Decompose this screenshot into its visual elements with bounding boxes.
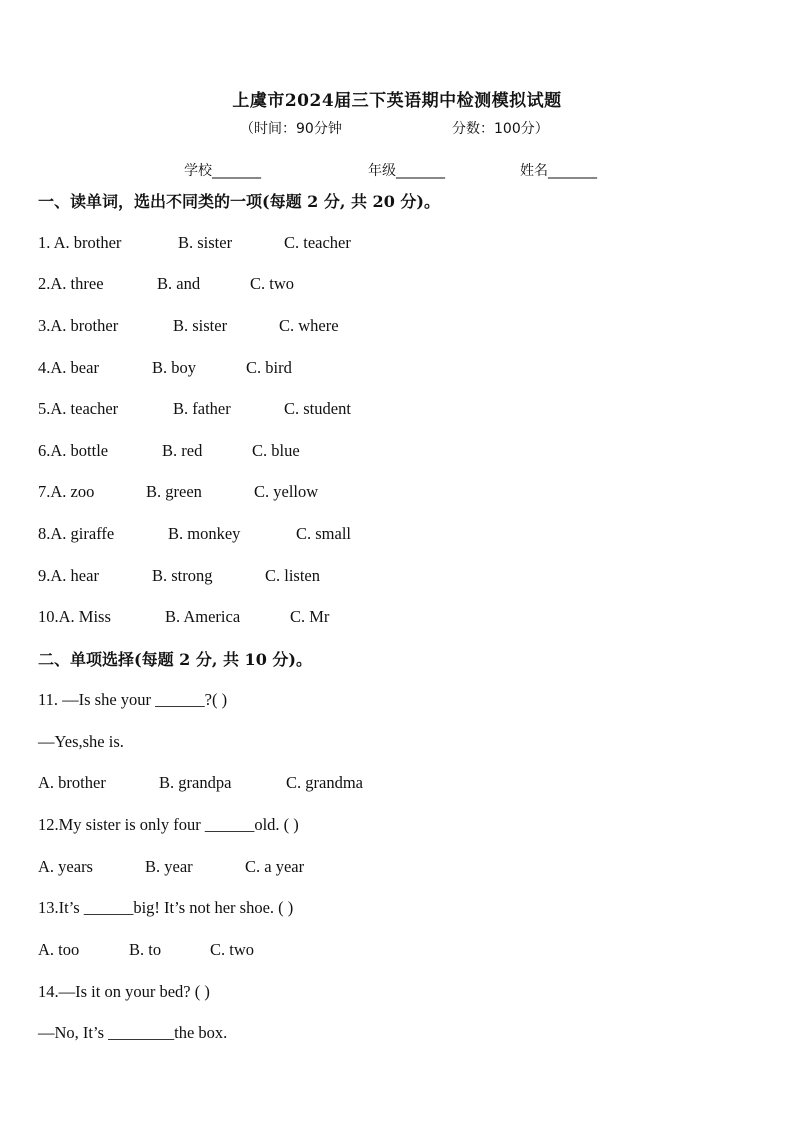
q3-option-a: 3.A. brother: [38, 316, 119, 335]
exam-time: （时间：90分钟: [240, 121, 342, 137]
school-field: 学校_______: [184, 163, 261, 179]
question-11-stem: 11. —Is she your ______?( ): [38, 690, 228, 709]
q8-option-c: C. small: [296, 524, 352, 543]
q6-option-b: B. red: [162, 441, 203, 460]
q1-option-a: 1. A. brother: [38, 233, 122, 252]
q4-option-c: C. bird: [246, 358, 292, 377]
q8-option-b: B. monkey: [168, 524, 241, 543]
q1-option-c: C. teacher: [284, 233, 351, 252]
section-1-heading: 一、读单词，选出不同类的一项(每题 2 分, 共 20 分)。: [38, 192, 440, 211]
q6-option-a: 6.A. bottle: [38, 441, 109, 460]
q4-option-a: 4.A. bear: [38, 358, 99, 377]
q1-option-b: B. sister: [178, 233, 233, 252]
question-14-stem: 14.—Is it on your bed? ( ): [38, 982, 210, 1001]
q8-option-a: 8.A. giraffe: [38, 524, 115, 543]
q3-option-c: C. where: [279, 316, 339, 335]
q13-option-b: B. to: [129, 940, 162, 959]
q11-option-b: B. grandpa: [159, 773, 232, 792]
q9-option-c: C. listen: [265, 566, 321, 585]
q12-option-b: B. year: [145, 857, 193, 876]
q5-option-b: B. father: [173, 399, 231, 418]
q13-option-a: A. too: [38, 940, 80, 959]
q5-option-c: C. student: [284, 399, 351, 418]
q10-option-a: 10.A. Miss: [38, 607, 111, 626]
q6-option-c: C. blue: [252, 441, 300, 460]
q10-option-b: B. America: [165, 607, 241, 626]
q7-option-c: C. yellow: [254, 482, 319, 501]
q12-option-c: C. a year: [245, 857, 305, 876]
question-11-answer-line: —Yes,she is.: [38, 732, 124, 751]
question-13-stem: 13.It’s ______big! It’s not her shoe. ( ): [38, 898, 294, 917]
q7-option-b: B. green: [146, 482, 202, 501]
q2-option-b: B. and: [157, 274, 201, 293]
name-field: 姓名_______: [520, 163, 597, 179]
q12-option-a: A. years: [38, 857, 93, 876]
q3-option-b: B. sister: [173, 316, 228, 335]
q7-option-a: 7.A. zoo: [38, 482, 95, 501]
q9-option-b: B. strong: [152, 566, 213, 585]
question-14-answer-line: —No, It’s ________the box.: [38, 1023, 228, 1042]
q5-option-a: 5.A. teacher: [38, 399, 119, 418]
question-12-stem: 12.My sister is only four ______old. ( ): [38, 815, 299, 834]
exam-score: 分数：100分）: [452, 121, 549, 137]
q11-option-a: A. brother: [38, 773, 106, 792]
q11-option-c: C. grandma: [286, 773, 363, 792]
exam-title: 上虞市2024届三下英语期中检测模拟试题: [232, 91, 562, 111]
q2-option-c: C. two: [250, 274, 295, 293]
q4-option-b: B. boy: [152, 358, 197, 377]
q9-option-a: 9.A. hear: [38, 566, 99, 585]
q13-option-c: C. two: [210, 940, 255, 959]
q2-option-a: 2.A. three: [38, 274, 104, 293]
grade-field: 年级_______: [368, 163, 445, 179]
section-2-heading: 二、单项选择(每题 2 分, 共 10 分)。: [38, 650, 312, 669]
q10-option-c: C. Mr: [290, 607, 330, 626]
